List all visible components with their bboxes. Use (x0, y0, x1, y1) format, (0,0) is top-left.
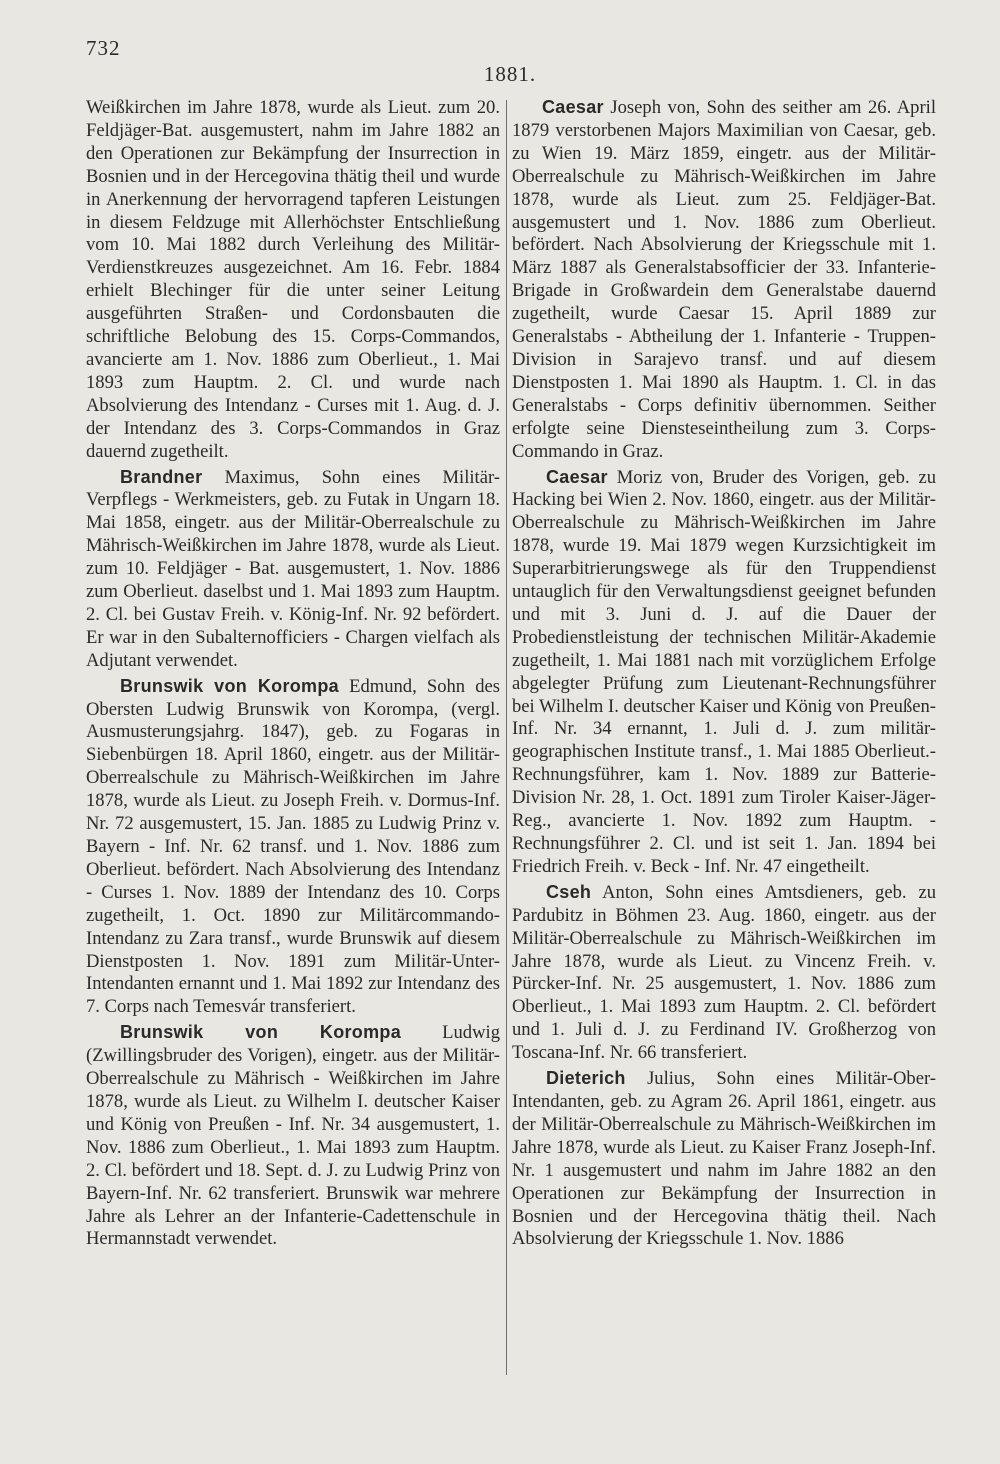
entry-name: Brandner (120, 466, 203, 487)
entry-text: Ludwig (Zwillingsbruder des Vorigen), eingetr. aus der Militär-Oberrealschule zu Mährisch - Weißkirchen im Jahre 1878, wurde als Lieut. zu Wilhelm I. deutscher Kaiser und König von Preußen - Inf. Nr. 34 ausgemustert, 1. Nov. 1886 zum Oberlieut., 1. Mai 1893 zum Hauptm. 2. Cl. befördert und 18. Sept. d. J. zu Ludwig Prinz von Bayern-Inf. Nr. 62 transferiert. Brunswik war mehrere Jahre als Lehrer an der Infanterie-Cadettenschule in Hermannstadt verwendet. (86, 1022, 500, 1250)
entry-text: Joseph von, Sohn des seither am 26. April 1879 verstorbenen Majors Maximilian von Caesar, geb. zu Wien 19. März 1859, eingetr. aus der Militär-Oberrealschule zu Mährisch-Weißkirchen im Jahre 1878, wurde als Lieut. zum 25. Feldjäger-Bat. ausgemustert und 1. Nov. 1886 zum Oberlieut. befördert. Nach Absolvierung der Kriegsschule mit 1. März 1887 als Generalstabsofficier der 33. Infanterie-Brigade in Großwardein dem Generalstabe dauernd zugetheilt, wurde Caesar 15. April 1889 zur Generalstabs - Abtheilung der 1. Infanterie - Truppen-Division in Sarajevo transf. und auf diesem Dienstposten 1. Mai 1890 als Hauptm. 1. Cl. in das Generalstabs - Corps definitiv übernommen. Seither erfolgte seine Diensteseintheilung zum 3. Corps-Commando in Graz. (512, 97, 936, 462)
biography-entry (512, 881, 936, 1065)
biography-entry (512, 96, 936, 464)
entry-name: Cseh (546, 881, 592, 902)
biography-entry (512, 1067, 936, 1251)
entry-text: Edmund, Sohn des Obersten Ludwig Brunswik von Korompa, (vergl. Ausmusterungsjahrg. 1847), geb. zu Fogaras in Siebenbürgen 18. April 1860, eingetr. aus der Militär-Oberrealschule zu Mährisch-Weißkirchen im Jahre 1878, wurde als Lieut. zu Joseph Freih. v. Dormus-Inf. Nr. 72 ausgemustert, 15. Jan. 1885 zu Ludwig Prinz v. Bayern - Inf. Nr. 62 transf. und 1. Nov. 1886 zum Oberlieut. befördert. Nach Absolvierung des Intendanz - Curses 1. Nov. 1889 der Intendanz des 10. Corps zugetheilt, 1. Oct. 1890 zur Militärcommando-Intendanz zu Zara transf., wurde Brunswik auf diesem Dienstposten 1. Nov. 1891 zum Militär-Unter-Intendanten ernannt und 1. Mai 1892 zur Intendanz des 7. Corps nach Temesvár transferiert. (86, 675, 500, 1018)
left-column (86, 96, 500, 1251)
biography-entry (86, 96, 500, 464)
biography-entry (512, 466, 936, 879)
column-divider (506, 100, 507, 1375)
entry-name: Dieterich (546, 1068, 626, 1089)
page-number: 732 (86, 36, 121, 60)
entry-name: Brunswik von Korompa (120, 675, 339, 696)
biography-entry (86, 675, 500, 1020)
entry-name: Caesar (542, 97, 604, 117)
year-header: 1881. (483, 62, 537, 86)
entry-text: Weißkirchen im Jahre 1878, wurde als Lieut. zum 20. Feldjäger-Bat. ausgemustert, nahm im Jahre 1882 an den Operationen zur Bekämpfung der Insurrection in Bosnien und in der Hercegovina thätig theil und wurde in Anerkennung der hervorragend tapferen Leistungen in diesem Feldzuge mit Allerhöchster Entschließung vom 10. Mai 1882 durch Verleihung des Militär-Verdienstkreuzes ausgezeichnet. Am 16. Febr. 1884 erhielt Blechinger für die unter seiner Leitung ausgeführten Straßen- und Cordonsbauten die schriftliche Belobung des 15. Corps-Commandos, avancierte am 1. Nov. 1886 zum Oberlieut., 1. Mai 1893 zum Hauptm. 2. Cl. und wurde nach Absolvierung des Intendanz - Curses mit 1. Aug. d. J. der Intendanz des 3. Corps-Commandos in Graz dauernd zugetheilt. (86, 97, 500, 462)
entry-text: Julius, Sohn eines Militär-Ober-Intendanten, geb. zu Agram 26. April 1861, eingetr. aus der Militär-Oberrealschule zu Mährisch-Weißkirchen im Jahre 1878, wurde als Lieut. zu Kaiser Franz Joseph-Inf. Nr. 1 ausgemustert und nahm im Jahre 1882 an den Operationen zur Bekämpfung der Insurrection in Bosnien und der Hercegovina thätig theil. Nach Absolvierung der Kriegsschule 1. Nov. 1886 (512, 1068, 936, 1250)
entry-text: Anton, Sohn eines Amtsdieners, geb. zu Pardubitz in Böhmen 23. Aug. 1860, eingetr. aus der Militär-Oberrealschule zu Mährisch-Weißkirchen im Jahre 1878, wurde als Lieut. zu Vincenz Freih. v. Pürcker-Inf. Nr. 25 ausgemustert, 1. Nov. 1886 zum Oberlieut., 1. Mai 1893 zum Hauptm. 2. Cl. befördert und 1. Juli d. J. zu Ferdinand IV. Großherzog von Toscana-Inf. Nr. 66 transferiert. (512, 881, 936, 1064)
biography-entry (86, 1021, 500, 1251)
entry-text: Maximus, Sohn eines Militär-Verpflegs - Werkmeisters, geb. zu Futak in Ungarn 18. Mai 1858, eingetr. aus der Militär-Oberrealschule zu Mährisch-Weißkirchen im Jahre 1878, wurde als Lieut. zum 10. Feldjäger - Bat. ausgemustert, 1. Nov. 1886 zum Oberlieut. daselbst und 1. Mai 1893 zum Hauptm. 2. Cl. bei Gustav Freih. v. König-Inf. Nr. 92 befördert. Er war in den Subalternofficiers - Chargen vielfach als Adjutant verwendet. (86, 466, 500, 671)
entry-text: Moriz von, Bruder des Vorigen, geb. zu Hacking bei Wien 2. Nov. 1860, eingetr. aus der Militär-Oberrealschule zu Mährisch-Weißkirchen im Jahre 1878, wurde 19. Mai 1879 wegen Kurzsichtigkeit im Superarbitrierungswege als für den Truppendienst untauglich für den Verwaltungsdienst geeignet befunden und mit 3. Juni d. J. auf die Dauer der Probedienstleistung der technischen Militär-Akademie zugetheilt, 1. Mai 1881 nach mit vorzüglichem Erfolge abgelegter Prüfung zum Lieutenant-Rechnungsführer bei Wilhelm I. deutscher Kaiser und König von Preußen-Inf. Nr. 34 ernannt, 1. Juli d. J. zum militär-geographischen Institute transf., 1. Mai 1885 Oberlieut.-Rechnungsführer, kam 1. Nov. 1889 zur Batterie-Division Nr. 28, 1. Oct. 1891 zum Tiroler Kaiser-Jäger-Reg., avancierte 1. Nov. 1892 zum Hauptm. - Rechnungsführer 2. Cl. und ist seit 1. Jan. 1894 bei Friedrich Freih. v. Beck - Inf. Nr. 47 eingetheilt. (512, 466, 936, 877)
biography-entry (86, 466, 500, 673)
right-column (512, 96, 936, 1251)
entry-name: Caesar (546, 466, 608, 487)
entry-name: Brunswik von Korompa (120, 1022, 402, 1043)
